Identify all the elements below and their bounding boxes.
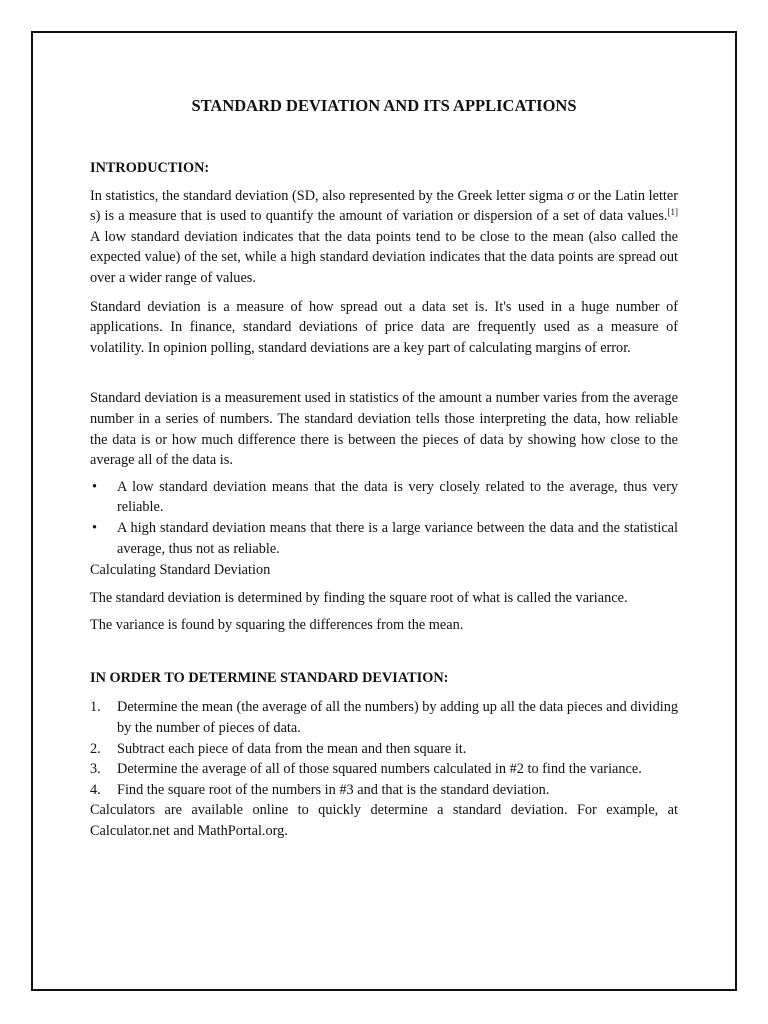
document-content bbox=[90, 94, 678, 842]
list-item bbox=[90, 697, 678, 738]
closing-paragraph: Calculators are available online to quickly determine a standard deviation. For example, at Calculator.net and MathPortal.org. bbox=[90, 802, 678, 840]
steps-list bbox=[90, 697, 678, 800]
step-number: 4. bbox=[90, 781, 101, 798]
list-item bbox=[90, 739, 678, 760]
calculating-paragraph-2: The variance is found by squaring the differences from the mean. bbox=[90, 617, 464, 634]
intro-paragraph-1 bbox=[90, 186, 678, 289]
step-text: Determine the average of all of those squared numbers calculated in #2 to find the variance. bbox=[117, 761, 642, 778]
step-text: Determine the mean (the average of all the numbers) by adding up all the data pieces and dividing by the number of pieces of data. bbox=[117, 699, 678, 737]
list-item bbox=[90, 518, 678, 559]
intro-paragraph-3: Standard deviation is a measurement used in statistics of the amount a number varies from the average number in a series of numbers. The standard deviation tells those interpreting the data, how reliable the data is or how much difference there is between the pieces of data by showing how close to the average all of the data is. bbox=[90, 390, 678, 469]
step-number: 1. bbox=[90, 699, 101, 716]
list-item bbox=[90, 477, 678, 518]
reliability-bullet-list bbox=[90, 477, 678, 559]
intro-p1-text-b: A low standard deviation indicates that the data points tend to be close to the mean (also called the expected value) of the set, while a high standard deviation indicates that the data points are spread out over a wider range of values. bbox=[90, 228, 678, 286]
bullet-icon: • bbox=[92, 478, 98, 495]
introduction-heading: INTRODUCTION: bbox=[90, 160, 210, 176]
list-item bbox=[90, 759, 678, 780]
bullet-icon: • bbox=[92, 519, 98, 536]
order-heading: IN ORDER TO DETERMINE STANDARD DEVIATION: bbox=[90, 669, 449, 686]
intro-p1-text-a: In statistics, the standard deviation (SD, also represented by the Greek letter sigma σ or the Latin letter s) is a measure that is used to quantify the amount of variation or dispersion of a set of data values. bbox=[90, 187, 678, 225]
bullet-text: A low standard deviation means that the data is very closely related to the average, thus very reliable. bbox=[117, 478, 678, 516]
list-item bbox=[90, 780, 678, 801]
calculating-heading: Calculating Standard Deviation bbox=[90, 562, 271, 579]
step-number: 3. bbox=[90, 761, 101, 778]
citation-reference[interactable]: [1] bbox=[667, 207, 678, 218]
step-text: Subtract each piece of data from the mean and then square it. bbox=[117, 740, 467, 757]
bullet-text: A high standard deviation means that there is a large variance between the data and the statistical average, thus not as reliable. bbox=[117, 519, 678, 557]
step-number: 2. bbox=[90, 740, 101, 757]
step-text: Find the square root of the numbers in #3 and that is the standard deviation. bbox=[117, 781, 550, 798]
document-title: STANDARD DEVIATION AND ITS APPLICATIONS bbox=[191, 96, 577, 115]
calculating-paragraph-1: The standard deviation is determined by finding the square root of what is called the variance. bbox=[90, 589, 628, 606]
intro-paragraph-2: Standard deviation is a measure of how spread out a data set is. It's used in a huge number of applications. In finance, standard deviations of price data are frequently used as a measure of volatility. In opinion polling, standard deviations are a key part of calculating margins of error. bbox=[90, 298, 678, 356]
